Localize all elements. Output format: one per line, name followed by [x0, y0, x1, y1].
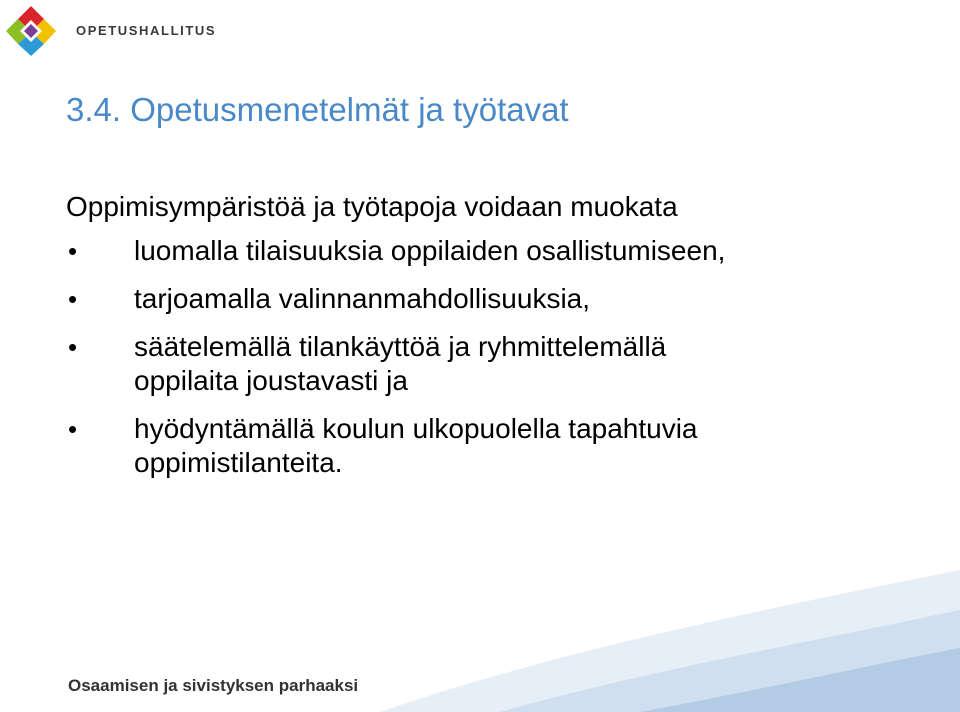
bullet-item	[66, 282, 926, 316]
swoosh-band-mid	[500, 610, 960, 712]
bullet-text: luomalla tilaisuuksia oppilaiden osallistumiseen,	[134, 235, 726, 266]
footer-slogan: Osaamisen ja sivistyksen parhaaksi	[68, 676, 359, 695]
swoosh-band-dark	[640, 648, 960, 712]
brand-name: OPETUSHALLITUS	[76, 23, 217, 38]
bullet-icon: •	[68, 414, 78, 444]
opetushallitus-logo	[4, 4, 217, 60]
lead-text: Oppimisympäristöä ja työtapoja voidaan muokata	[66, 191, 678, 222]
swoosh-band-light	[380, 570, 960, 712]
bullet-item	[66, 234, 926, 268]
bullet-item	[66, 330, 926, 398]
bullet-text: säätelemällä tilankäyttöä ja ryhmittelemällä oppilaita joustavasti ja	[134, 331, 667, 396]
slide-title: 3.4. Opetusmenetelmät ja työtavat	[66, 91, 569, 128]
bullet-icon: •	[68, 236, 78, 266]
logo-diamond-icon	[4, 4, 58, 58]
bullet-icon: •	[68, 332, 78, 362]
bullet-text: tarjoamalla valinnanmahdollisuuksia,	[134, 283, 591, 314]
bullet-icon: •	[68, 284, 78, 314]
bullet-text: hyödyntämällä koulun ulkopuolella tapahtuvia oppimistilanteita.	[134, 413, 698, 478]
bullet-list	[66, 234, 926, 480]
slide-content	[66, 190, 926, 494]
bullet-item	[66, 412, 926, 480]
